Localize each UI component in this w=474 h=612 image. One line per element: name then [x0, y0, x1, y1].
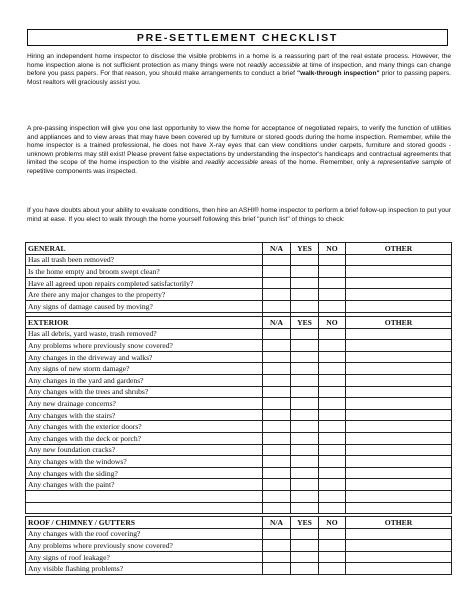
- item-label: Any changes with the trees and shrubs?: [26, 386, 263, 398]
- no-cell[interactable]: [319, 300, 346, 312]
- na-cell[interactable]: [263, 528, 291, 540]
- checklist-row: [26, 444, 452, 456]
- intro-p1-text-a: Hiring an independent home inspector to disclose the visible problems in a home is a reassuring part of the real estate process. However, the home inspection alone is not sufficient protection as many things were not: [27, 53, 451, 69]
- intro-p2-text-b: areas of the home. Remember, only a: [258, 159, 378, 166]
- other-cell[interactable]: [346, 386, 452, 398]
- checklist-table-exterior: [25, 316, 452, 514]
- no-cell[interactable]: [319, 444, 346, 456]
- checklist-row: [26, 386, 452, 398]
- item-label[interactable]: [26, 502, 263, 514]
- na-cell[interactable]: [263, 409, 291, 421]
- item-label: Any new foundation cracks?: [26, 444, 263, 456]
- na-cell[interactable]: [263, 551, 291, 563]
- item-label: Have all agreed upon repairs completed satisfactorily?: [26, 277, 263, 289]
- no-cell[interactable]: [319, 563, 346, 575]
- other-cell[interactable]: [346, 563, 452, 575]
- intro-p2-text-a: A pre-passing inspection will give you one last opportunity to view the home for acceptance of negotiated repairs, to verify the function of utilities and appliances and to view areas that may have been covered up by furniture or stored goods during the home inspection. Remember, while the home inspector is a trained professional, he does not have X-ray eyes that can view conditions under carpets, furniture and stored goods - unknown problems may still exist! Please prevent false expectations by understanding the inspector's handicaps and contractual agreements that limited the scope of the home inspection to the visible and: [27, 125, 451, 166]
- checklist-row: [26, 277, 452, 289]
- item-label: Any new drainage concerns?: [26, 398, 263, 410]
- checklist-row: [26, 409, 452, 421]
- na-cell[interactable]: [263, 374, 291, 386]
- na-cell[interactable]: [263, 456, 291, 468]
- intro-paragraph-2: [27, 125, 451, 176]
- yes-cell[interactable]: [291, 409, 319, 421]
- other-cell[interactable]: [346, 300, 452, 312]
- na-cell[interactable]: [263, 467, 291, 479]
- no-cell[interactable]: [319, 409, 346, 421]
- other-cell[interactable]: [346, 340, 452, 352]
- checklist-row: [26, 502, 452, 514]
- no-cell[interactable]: [319, 289, 346, 301]
- no-cell[interactable]: [319, 456, 346, 468]
- column-yes: YES: [291, 517, 319, 529]
- na-cell[interactable]: [263, 254, 291, 266]
- intro-p2-italic-1: readily accessible: [205, 159, 259, 166]
- column-other: OTHER: [346, 517, 452, 529]
- yes-cell[interactable]: [291, 300, 319, 312]
- yes-cell[interactable]: [291, 254, 319, 266]
- other-cell[interactable]: [346, 551, 452, 563]
- intro-p2-italic-2: representative sample: [377, 159, 443, 166]
- checklist-row: [26, 490, 452, 502]
- section-header-row: [26, 317, 452, 329]
- no-cell[interactable]: [319, 467, 346, 479]
- na-cell[interactable]: [263, 386, 291, 398]
- column-other: OTHER: [346, 243, 452, 255]
- item-label: Any changes with the roof covering?: [26, 528, 263, 540]
- item-label: Any problems where previously snow covered?: [26, 540, 263, 552]
- intro-p1-italic: readily accessible: [247, 61, 300, 69]
- na-cell[interactable]: [263, 340, 291, 352]
- yes-cell[interactable]: [291, 528, 319, 540]
- checklist-row: [26, 563, 452, 575]
- na-cell[interactable]: [263, 351, 291, 363]
- column-yes: YES: [291, 243, 319, 255]
- checklist-row: [26, 340, 452, 352]
- other-cell[interactable]: [346, 363, 452, 375]
- na-cell[interactable]: [263, 479, 291, 491]
- no-cell[interactable]: [319, 398, 346, 410]
- no-cell[interactable]: [319, 540, 346, 552]
- item-label: Any signs of roof leakage?: [26, 551, 263, 563]
- yes-cell[interactable]: [291, 398, 319, 410]
- no-cell[interactable]: [319, 340, 346, 352]
- other-cell[interactable]: [346, 432, 452, 444]
- item-label: Any changes with the exterior doors?: [26, 421, 263, 433]
- na-cell[interactable]: [263, 563, 291, 575]
- yes-cell[interactable]: [291, 551, 319, 563]
- item-label: Any changes in the driveway and walks?: [26, 351, 263, 363]
- column-no: NO: [319, 517, 346, 529]
- item-label: Is the home empty and broom swept clean?: [26, 266, 263, 278]
- na-cell[interactable]: [263, 398, 291, 410]
- checklist-row: [26, 363, 452, 375]
- item-label: Has all debris, yard waste, trash removed?: [26, 328, 263, 340]
- section-heading: ROOF / CHIMNEY / GUTTERS: [26, 517, 263, 529]
- checklist-row: [26, 551, 452, 563]
- yes-cell[interactable]: [291, 540, 319, 552]
- checklist-row: [26, 374, 452, 386]
- yes-cell[interactable]: [291, 563, 319, 575]
- section-heading: EXTERIOR: [26, 317, 263, 329]
- no-cell[interactable]: [319, 328, 346, 340]
- na-cell[interactable]: [263, 289, 291, 301]
- column-yes: YES: [291, 317, 319, 329]
- document-title: PRE-SETTLEMENT CHECKLIST: [27, 29, 448, 46]
- intro-paragraph-3: If you have doubts about your ability to evaluate conditions, then hire an ASHI® home inspector to perform a brief follow-up inspection to put your mind at ease. If you elect to walk through the home yourself following this brief "punch list" of things to check:: [27, 207, 451, 223]
- other-cell[interactable]: [346, 467, 452, 479]
- column-no: NO: [319, 317, 346, 329]
- other-cell[interactable]: [346, 540, 452, 552]
- yes-cell[interactable]: [291, 490, 319, 502]
- yes-cell[interactable]: [291, 363, 319, 375]
- intro-p1-text-c: prior to passing papers. Most realtors will graciously assist you.: [27, 70, 451, 86]
- other-cell[interactable]: [346, 409, 452, 421]
- checklist-row: [26, 432, 452, 444]
- yes-cell[interactable]: [291, 479, 319, 491]
- na-cell[interactable]: [263, 432, 291, 444]
- item-label: Any problems where previously snow covered?: [26, 340, 263, 352]
- checklist-row: [26, 456, 452, 468]
- other-cell[interactable]: [346, 351, 452, 363]
- other-cell[interactable]: [346, 254, 452, 266]
- no-cell[interactable]: [319, 254, 346, 266]
- na-cell[interactable]: [263, 540, 291, 552]
- other-cell[interactable]: [346, 444, 452, 456]
- na-cell[interactable]: [263, 277, 291, 289]
- na-cell[interactable]: [263, 363, 291, 375]
- other-cell[interactable]: [346, 528, 452, 540]
- no-cell[interactable]: [319, 490, 346, 502]
- no-cell[interactable]: [319, 502, 346, 514]
- intro-paragraph-1: [27, 53, 451, 87]
- item-label: Any signs of damage caused by moving?: [26, 300, 263, 312]
- no-cell[interactable]: [319, 374, 346, 386]
- column-na: N/A: [263, 317, 291, 329]
- yes-cell[interactable]: [291, 266, 319, 278]
- item-label[interactable]: [26, 490, 263, 502]
- item-label: Any visible flashing problems?: [26, 563, 263, 575]
- yes-cell[interactable]: [291, 456, 319, 468]
- column-no: NO: [319, 243, 346, 255]
- column-na: N/A: [263, 243, 291, 255]
- item-label: Are there any major changes to the property?: [26, 289, 263, 301]
- other-cell[interactable]: [346, 289, 452, 301]
- item-label: Any changes with the paint?: [26, 479, 263, 491]
- column-other: OTHER: [346, 317, 452, 329]
- section-heading: GENERAL: [26, 243, 263, 255]
- other-cell[interactable]: [346, 456, 452, 468]
- na-cell[interactable]: [263, 266, 291, 278]
- intro-p1-bold: "walk-through inspection": [296, 70, 380, 77]
- na-cell[interactable]: [263, 421, 291, 433]
- no-cell[interactable]: [319, 386, 346, 398]
- no-cell[interactable]: [319, 421, 346, 433]
- no-cell[interactable]: [319, 351, 346, 363]
- other-cell[interactable]: [346, 374, 452, 386]
- item-label: Any signs of new storm damage?: [26, 363, 263, 375]
- yes-cell[interactable]: [291, 386, 319, 398]
- checklist-table-general: [25, 242, 452, 324]
- no-cell[interactable]: [319, 266, 346, 278]
- checklist-row: [26, 540, 452, 552]
- no-cell[interactable]: [319, 479, 346, 491]
- other-cell[interactable]: [346, 479, 452, 491]
- yes-cell[interactable]: [291, 502, 319, 514]
- other-cell[interactable]: [346, 266, 452, 278]
- no-cell[interactable]: [319, 277, 346, 289]
- yes-cell[interactable]: [291, 444, 319, 456]
- section-header-row: [26, 517, 452, 529]
- yes-cell[interactable]: [291, 289, 319, 301]
- na-cell[interactable]: [263, 490, 291, 502]
- intro-p1-text-b: at time of inspection, and many things can change before you pass papers. For that reason, you should make arrangements to conduct a brief: [27, 61, 451, 77]
- na-cell[interactable]: [263, 328, 291, 340]
- other-cell[interactable]: [346, 490, 452, 502]
- checklist-row: [26, 289, 452, 301]
- no-cell[interactable]: [319, 363, 346, 375]
- checklist-row: [26, 398, 452, 410]
- other-cell[interactable]: [346, 277, 452, 289]
- yes-cell[interactable]: [291, 421, 319, 433]
- section-header-row: [26, 243, 452, 255]
- yes-cell[interactable]: [291, 328, 319, 340]
- na-cell[interactable]: [263, 502, 291, 514]
- checklist-row: [26, 351, 452, 363]
- item-label: Any changes with the siding?: [26, 467, 263, 479]
- no-cell[interactable]: [319, 551, 346, 563]
- checklist-table-roof: [25, 516, 452, 575]
- checklist-row: [26, 300, 452, 312]
- other-cell[interactable]: [346, 502, 452, 514]
- na-cell[interactable]: [263, 444, 291, 456]
- yes-cell[interactable]: [291, 374, 319, 386]
- item-label: Any changes with the stairs?: [26, 409, 263, 421]
- yes-cell[interactable]: [291, 432, 319, 444]
- other-cell[interactable]: [346, 328, 452, 340]
- checklist-row: [26, 328, 452, 340]
- checklist-row: [26, 528, 452, 540]
- item-label: Any changes with the deck or porch?: [26, 432, 263, 444]
- item-label: Has all trash been removed?: [26, 254, 263, 266]
- checklist-row: [26, 254, 452, 266]
- na-cell[interactable]: [263, 300, 291, 312]
- item-label: Any changes with the windows?: [26, 456, 263, 468]
- column-na: N/A: [263, 517, 291, 529]
- yes-cell[interactable]: [291, 277, 319, 289]
- no-cell[interactable]: [319, 528, 346, 540]
- checklist-row: [26, 479, 452, 491]
- item-label: Any changes in the yard and gardens?: [26, 374, 263, 386]
- checklist-row: [26, 266, 452, 278]
- checklist-row: [26, 421, 452, 433]
- other-cell[interactable]: [346, 398, 452, 410]
- yes-cell[interactable]: [291, 467, 319, 479]
- checklist-row: [26, 467, 452, 479]
- yes-cell[interactable]: [291, 351, 319, 363]
- other-cell[interactable]: [346, 421, 452, 433]
- no-cell[interactable]: [319, 432, 346, 444]
- intro-p2-text-c: of repetitive components was inspected.: [27, 159, 452, 175]
- yes-cell[interactable]: [291, 340, 319, 352]
